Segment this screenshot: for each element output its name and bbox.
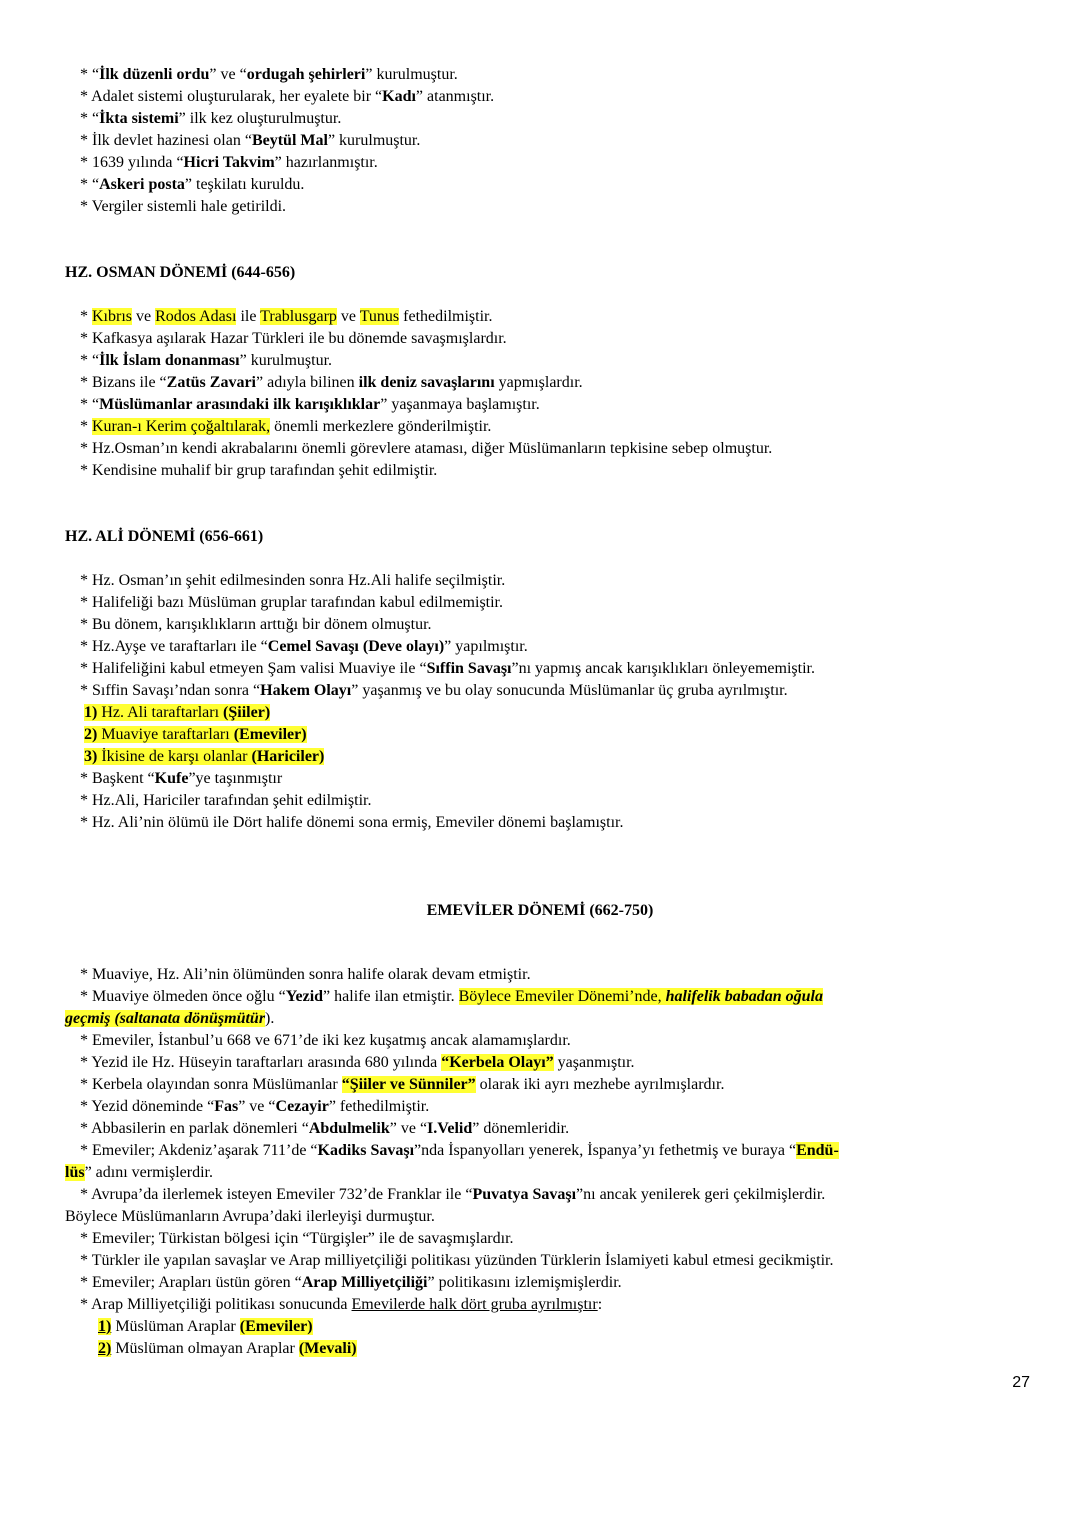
bullet-line: * Kerbela olayından sonra Müslümanlar “Şiiler ve Sünniler” olarak iki ayrı mezhebe ayrılmışlardır. xyxy=(80,1076,725,1093)
bullet-line: * Adalet sistemi oluşturularak, her eyalete bir “Kadı” atanmıştır. xyxy=(80,88,495,105)
bullet-line: * Yezid ile Hz. Hüseyin taraftarları arasında 680 yılında “Kerbela Olayı” yaşanmıştır. xyxy=(80,1054,635,1071)
bullet-line: * Kendisine muhalif bir grup tarafından şehit edilmiştir. xyxy=(80,462,438,479)
bullet-line: * Halifeliği bazı Müslüman gruplar tarafından kabul edilmemiştir. xyxy=(80,594,503,611)
bullet-line: * 1639 yılında “Hicri Takvim” hazırlanmıştır. xyxy=(80,154,378,171)
section-heading-ali: HZ. ALİ DÖNEMİ (656-661) xyxy=(65,528,264,545)
bullet-line-continuation: Böylece Müslümanların Avrupa’daki ilerleyişi durmuştur. xyxy=(65,1208,435,1225)
bullet-line: * Kafkasya aşılarak Hazar Türkleri ile bu dönemde savaşmışlardır. xyxy=(80,330,507,347)
group-item: 2) Muaviye taraftarları (Emeviler) xyxy=(84,726,307,743)
group-item: 2) Müslüman olmayan Araplar (Mevali) xyxy=(98,1340,357,1357)
bullet-line: * Emeviler; Türkistan bölgesi için “Türgişler” ile de savaşmışlardır. xyxy=(80,1230,514,1247)
group-item: 1) Müslüman Araplar (Emeviler) xyxy=(98,1318,313,1335)
group-item: 1) Hz. Ali taraftarları (Şiiler) xyxy=(84,704,271,721)
bullet-line: * Hz.Osman’ın kendi akrabalarını önemli görevlere ataması, diğer Müslümanların tepkisine sebep olmuştur. xyxy=(80,440,773,457)
page-number: 27 xyxy=(1012,1374,1030,1391)
bullet-line: * “Askeri posta” teşkilatı kuruldu. xyxy=(80,176,305,193)
bullet-line: * Vergiler sistemli hale getirildi. xyxy=(80,198,287,215)
bullet-line: * “İlk düzenli ordu” ve “ordugah şehirleri” kurulmuştur. xyxy=(80,66,458,83)
bullet-line-continuation: geçmiş (saltanata dönüşmütür). xyxy=(65,1010,275,1027)
bullet-line: * Türkler ile yapılan savaşlar ve Arap milliyetçiliği politikası yüzünden Türklerin İslamiyeti kabul etmesi gecikmiştir. xyxy=(80,1252,834,1269)
bullet-line: * Kıbrıs ve Rodos Adası ile Trablusgarp ve Tunus fethedilmiştir. xyxy=(80,308,493,325)
bullet-line: * Abbasilerin en parlak dönemleri “Abdulmelik” ve “I.Velid” dönemleridir. xyxy=(80,1120,570,1137)
bullet-line: * “Müslümanlar arasındaki ilk karışıklıklar” yaşanmaya başlamıştır. xyxy=(80,396,540,413)
bullet-line: * Bizans ile “Zatüs Zavari” adıyla bilinen ilk deniz savaşlarını yapmışlardır. xyxy=(80,374,583,391)
bullet-line: * Hz. Osman’ın şehit edilmesinden sonra Hz.Ali halife seçilmiştir. xyxy=(80,572,506,589)
bullet-line: * “İkta sistemi” ilk kez oluşturulmuştur. xyxy=(80,110,342,127)
bullet-line: * “İlk İslam donanması” kurulmuştur. xyxy=(80,352,333,369)
bullet-line: * Hz. Ali’nin ölümü ile Dört halife dönemi sona ermiş, Emeviler dönemi başlamıştır. xyxy=(80,814,624,831)
bullet-line-continuation: lüs” adını vermişlerdir. xyxy=(65,1164,213,1181)
bullet-line: * Arap Milliyetçiliği politikası sonucunda Emevilerde halk dört gruba ayrılmıştır: xyxy=(80,1296,603,1313)
bullet-line: * Muaviye, Hz. Ali’nin ölümünden sonra halife olarak devam etmiştir. xyxy=(80,966,531,983)
bullet-line: * İlk devlet hazinesi olan “Beytül Mal” kurulmuştur. xyxy=(80,132,421,149)
bullet-line: * Halifeliğini kabul etmeyen Şam valisi Muaviye ile “Sıffin Savaşı”nı yapmış ancak karışıklıkları önleyememiştir. xyxy=(80,660,815,677)
section-heading-emeviler: EMEVİLER DÖNEMİ (662-750) xyxy=(426,902,654,919)
bullet-line: * Emeviler, İstanbul’u 668 ve 671’de iki kez kuşatmış ancak alamamışlardır. xyxy=(80,1032,571,1049)
bullet-line: * Hz.Ayşe ve taraftarları ile “Cemel Savaşı (Deve olayı)” yapılmıştır. xyxy=(80,638,528,655)
bullet-line: * Başkent “Kufe”ye taşınmıştır xyxy=(80,770,283,787)
bullet-line: * Muaviye ölmeden önce oğlu “Yezid” halife ilan etmiştir. Böylece Emeviler Dönemi’nde, halifelik babadan oğula xyxy=(80,988,823,1005)
group-item: 3) İkisine de karşı olanlar (Hariciler) xyxy=(84,748,325,765)
bullet-line: * Yezid döneminde “Fas” ve “Cezayir” fethedilmiştir. xyxy=(80,1098,430,1115)
bullet-line: * Bu dönem, karışıklıkların arttığı bir dönem olmuştur. xyxy=(80,616,432,633)
bullet-line: * Avrupa’da ilerlemek isteyen Emeviler 732’de Franklar ile “Puvatya Savaşı”nı ancak yenilerek geri çekilmişlerdir. xyxy=(80,1186,826,1203)
bullet-line: * Hz.Ali, Hariciler tarafından şehit edilmiştir. xyxy=(80,792,372,809)
bullet-line: * Kuran-ı Kerim çoğaltılarak, önemli merkezlere gönderilmiştir. xyxy=(80,418,492,435)
bullet-line: * Emeviler; Arapları üstün gören “Arap Milliyetçiliği” politikasını izlemişmişlerdir. xyxy=(80,1274,622,1291)
bullet-line: * Emeviler; Akdeniz’aşarak 711’de “Kadiks Savaşı”nda İspanyolları yenerek, İspanya’yı fethetmiş ve buraya “Endü- xyxy=(80,1142,839,1159)
bullet-line: * Sıffin Savaşı’ndan sonra “Hakem Olayı” yaşanmış ve bu olay sonucunda Müslümanlar üç gruba ayrılmıştır. xyxy=(80,682,788,699)
section-heading-osman: HZ. OSMAN DÖNEMİ (644-656) xyxy=(65,264,296,281)
